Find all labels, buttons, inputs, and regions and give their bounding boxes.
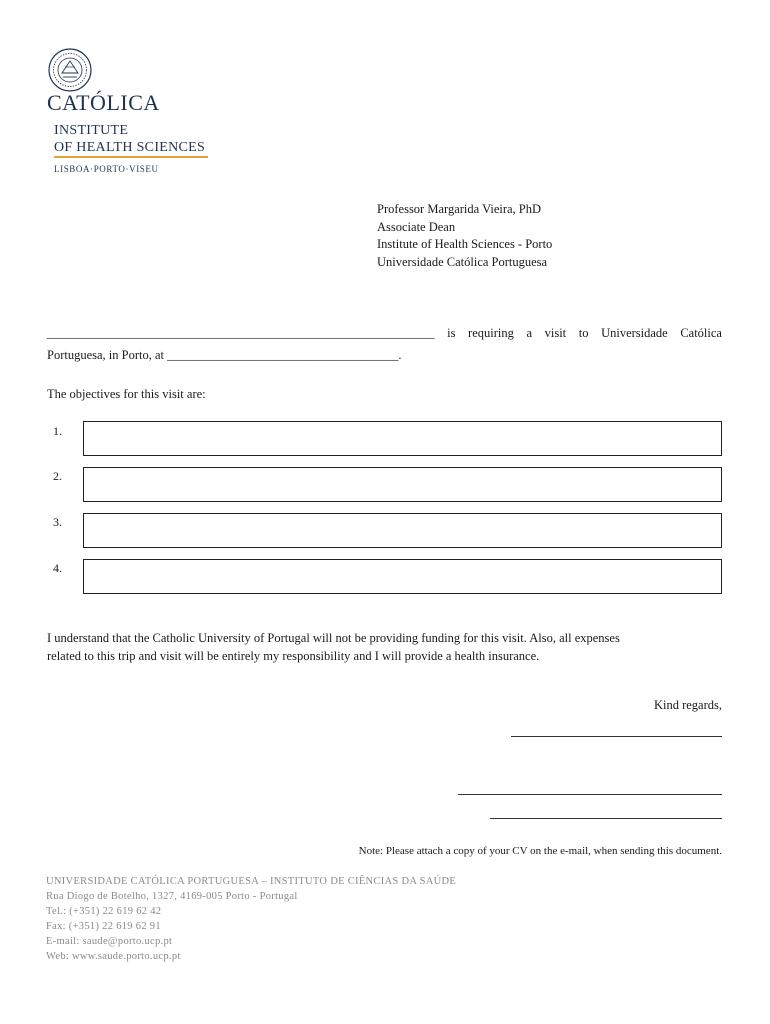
statement-line-1: I understand that the Catholic University of Portugal will not be providing funding for this visit. Also, all expenses [47, 631, 620, 645]
footer-web: Web: www.saude.porto.ucp.pt [46, 951, 181, 962]
footer-fax: Fax: (+351) 22 619 62 91 [46, 921, 161, 932]
addressee-title: Associate Dean [377, 219, 456, 234]
objective-field-2[interactable] [83, 467, 722, 502]
footer-email: E-mail: saude@porto.ucp.pt [46, 936, 173, 947]
requester-name-blank[interactable]: ______________________________________________________________ [47, 326, 435, 340]
logo-accent-rule [54, 156, 208, 158]
objective-number-4: 4. [53, 561, 62, 575]
req-word: visit [544, 326, 567, 340]
req-word: Católica [680, 326, 722, 340]
objectives-label: The objectives for this visit are: [47, 387, 206, 401]
request-paragraph [47, 322, 722, 366]
req-word: is [447, 326, 456, 340]
footer-org: UNIVERSIDADE CATÓLICA PORTUGUESA – INSTITUTO DE CIÊNCIAS DA SAÚDE [46, 876, 457, 887]
objective-field-1[interactable] [83, 421, 722, 456]
logo-wordmark: CATÓLICA [47, 90, 160, 115]
objective-field-4[interactable] [83, 559, 722, 594]
statement-line-2: related to this trip and visit will be entirely my responsibility and I will provide a health insurance. [47, 649, 540, 663]
addressee-university: Universidade Católica Portuguesa [377, 254, 548, 269]
request-line2-suffix: . [398, 348, 402, 362]
logo-subtitle [54, 122, 205, 156]
addressee-name: Professor Margarida Vieira, PhD [377, 202, 542, 216]
signature-line[interactable] [511, 736, 722, 737]
footer-address: Rua Diogo de Botelho, 1327, 4169-005 Porto - Portugal [46, 891, 298, 902]
date-line[interactable] [490, 818, 722, 819]
req-word: to [578, 326, 589, 340]
name-line[interactable] [458, 794, 722, 795]
visit-date-blank[interactable]: _____________________________________ [167, 348, 399, 362]
cv-attachment-note: Note: Please attach a copy of your CV on the e-mail, when sending this document. [358, 845, 722, 857]
objective-field-3[interactable] [83, 513, 722, 548]
req-word: a [526, 326, 533, 340]
objective-number-3: 3. [53, 515, 62, 529]
logo-sub-line1: INSTITUTE [54, 123, 129, 138]
university-seal-icon [47, 47, 93, 93]
addressee-block [377, 201, 552, 271]
logo-sub-line2: OF HEALTH SCIENCES [54, 140, 206, 155]
logo-cities: LISBOA·PORTO·VISEU [54, 164, 159, 174]
footer-tel: Tel.: (+351) 22 619 62 42 [46, 906, 162, 917]
addressee-institute: Institute of Health Sciences - Porto [377, 237, 553, 251]
footer-contact [46, 874, 456, 964]
request-line2-prefix: Portuguesa, in Porto, at [47, 348, 165, 362]
responsibility-statement [47, 629, 722, 665]
request-line-1 [47, 322, 722, 344]
objective-number-1: 1. [53, 424, 62, 438]
closing-text: Kind regards, [653, 698, 722, 712]
req-word: Universidade [601, 326, 668, 340]
request-line-2 [47, 344, 722, 366]
req-word: requiring [468, 326, 514, 340]
objective-number-2: 2. [53, 469, 62, 483]
